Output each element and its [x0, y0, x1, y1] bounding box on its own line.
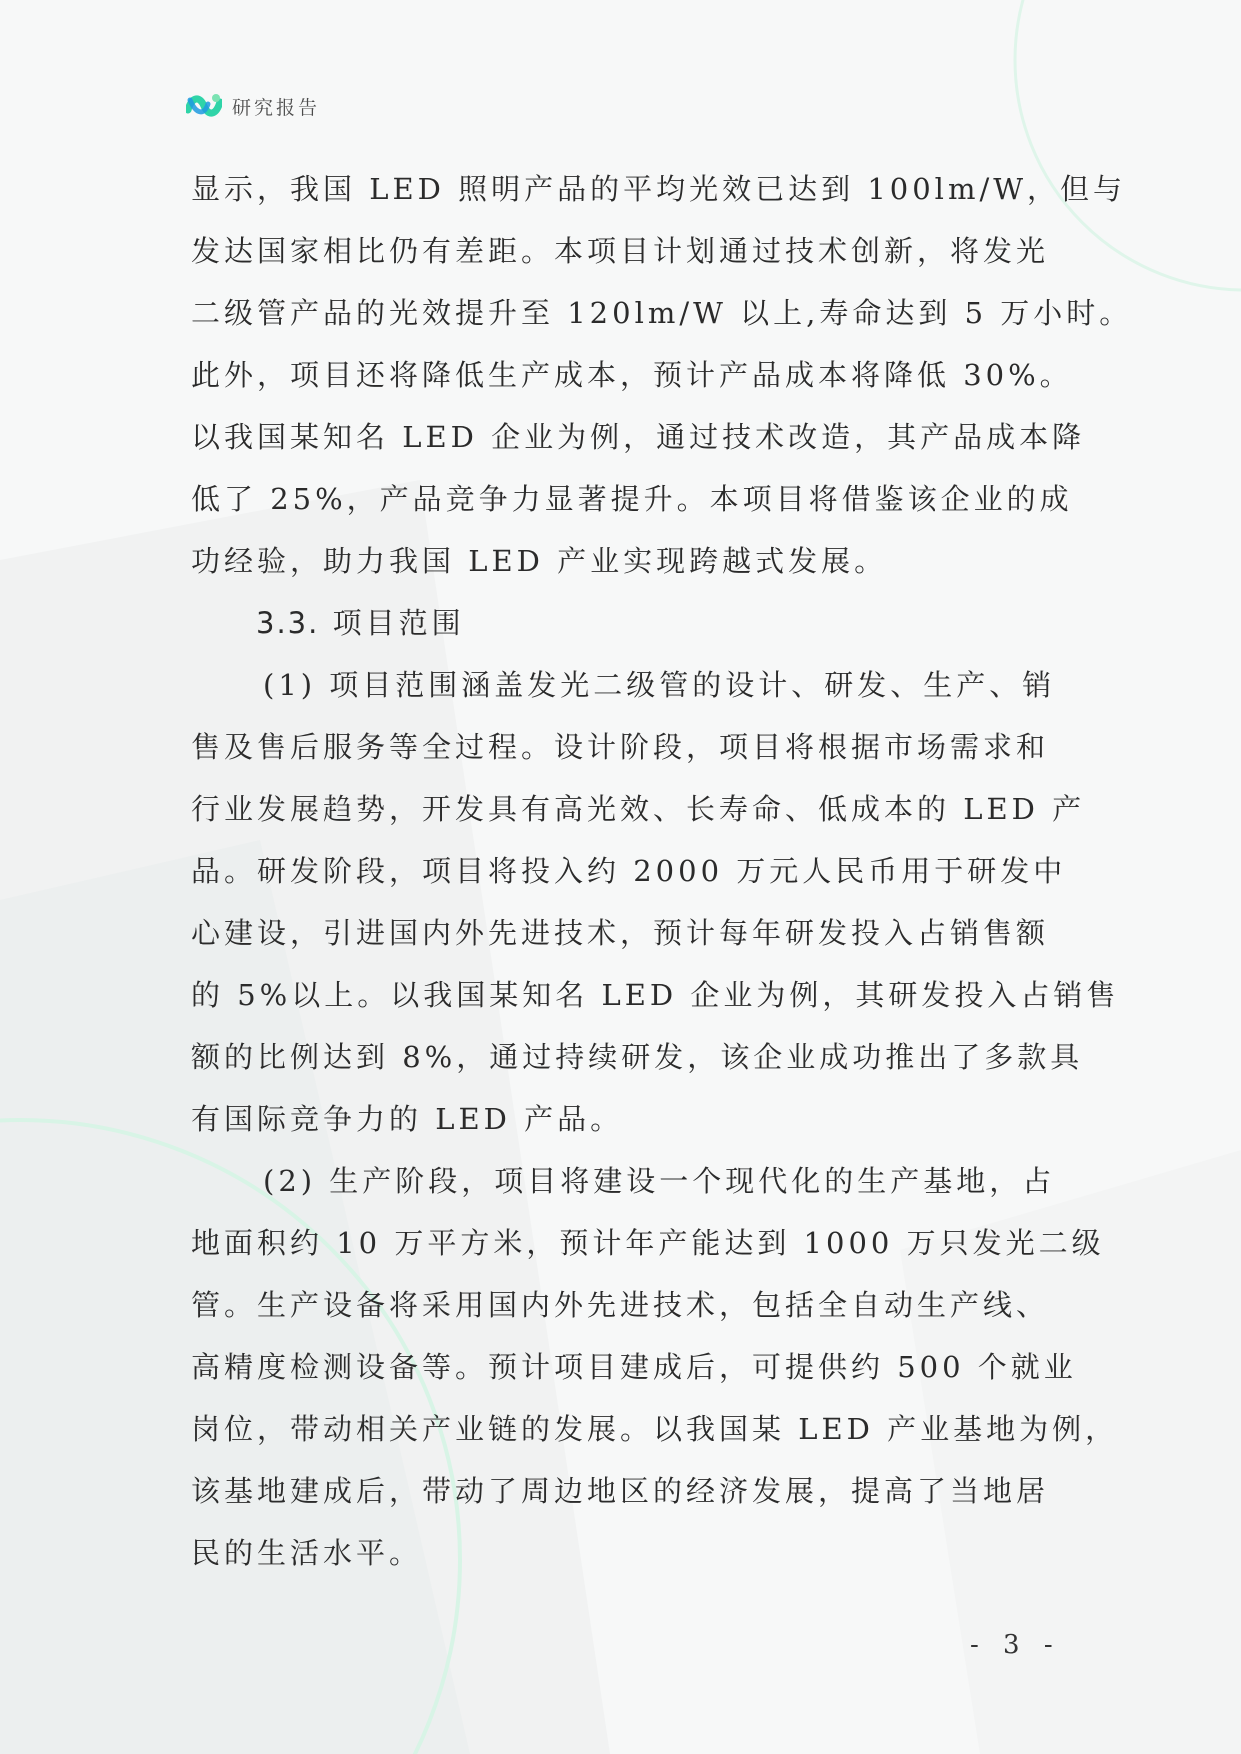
text-line: 管。生产设备将采用国内外先进技术，包括全自动生产线、 [191, 1288, 1050, 1322]
text-line: 此外，项目还将降低生产成本，预计产品成本将降低 30%。 [191, 358, 1073, 392]
text-line: 功经验，助力我国 LED 产业实现跨越式发展。 [191, 544, 888, 578]
logo-icon [186, 90, 222, 122]
text-line: 发达国家相比仍有差距。本项目计划通过技术创新，将发光 [191, 234, 1050, 268]
text-line: 有国际竞争力的 LED 产品。 [191, 1102, 624, 1136]
text-line: 地面积约 10 万平方米，预计年产能达到 1000 万只发光二级 [191, 1226, 1105, 1260]
text-line: (2) 生产阶段，项目将建设一个现代化的生产基地，占 [263, 1164, 1056, 1198]
paragraph [191, 158, 1133, 592]
page-number: - 3 - [970, 1630, 1061, 1660]
section-title: 项目范围 [332, 606, 465, 640]
text-line: 额的比例达到 8%，通过持续研发，该企业成功推出了多款具 [191, 1040, 1084, 1074]
text-line: 岗位，带动相关产业链的发展。以我国某 LED 产业基地为例， [191, 1412, 1119, 1446]
text-line: 该基地建成后，带动了周边地区的经济发展，提高了当地居 [191, 1474, 1050, 1508]
text-line: 二级管产品的光效提升至 120lm/W 以上,寿命达到 5 万小时。 [191, 296, 1133, 330]
text-line: 以我国某知名 LED 企业为例，通过技术改造，其产品成本降 [191, 420, 1086, 454]
paragraph [191, 1150, 1119, 1584]
report-header [186, 88, 320, 124]
document-body [191, 158, 1133, 1584]
text-line: 低了 25%，产品竞争力显著提升。本项目将借鉴该企业的成 [191, 482, 1073, 516]
text-line: 心建设，引进国内外先进技术，预计每年研发投入占销售额 [191, 916, 1050, 950]
text-line: 民的生活水平。 [191, 1536, 423, 1570]
header-title: 研究报告 [232, 96, 321, 119]
text-line: 行业发展趋势，开发具有高光效、长寿命、低成本的 LED 产 [191, 792, 1086, 826]
paragraph [191, 654, 1120, 1150]
section-number: 3.3. [256, 606, 320, 640]
section-heading [191, 592, 1071, 654]
text-line: (1) 项目范围涵盖发光二级管的设计、研发、生产、销 [263, 668, 1056, 702]
text-line: 高精度检测设备等。预计项目建成后，可提供约 500 个就业 [191, 1350, 1077, 1384]
text-line: 的 5%以上。以我国某知名 LED 企业为例，其研发投入占销售 [191, 978, 1120, 1012]
text-line: 售及售后服务等全过程。设计阶段，项目将根据市场需求和 [191, 730, 1050, 764]
text-line: 品。研发阶段，项目将投入约 2000 万元人民币用于研发中 [191, 854, 1067, 888]
text-line: 显示，我国 LED 照明产品的平均光效已达到 100lm/W，但与 [191, 172, 1127, 206]
